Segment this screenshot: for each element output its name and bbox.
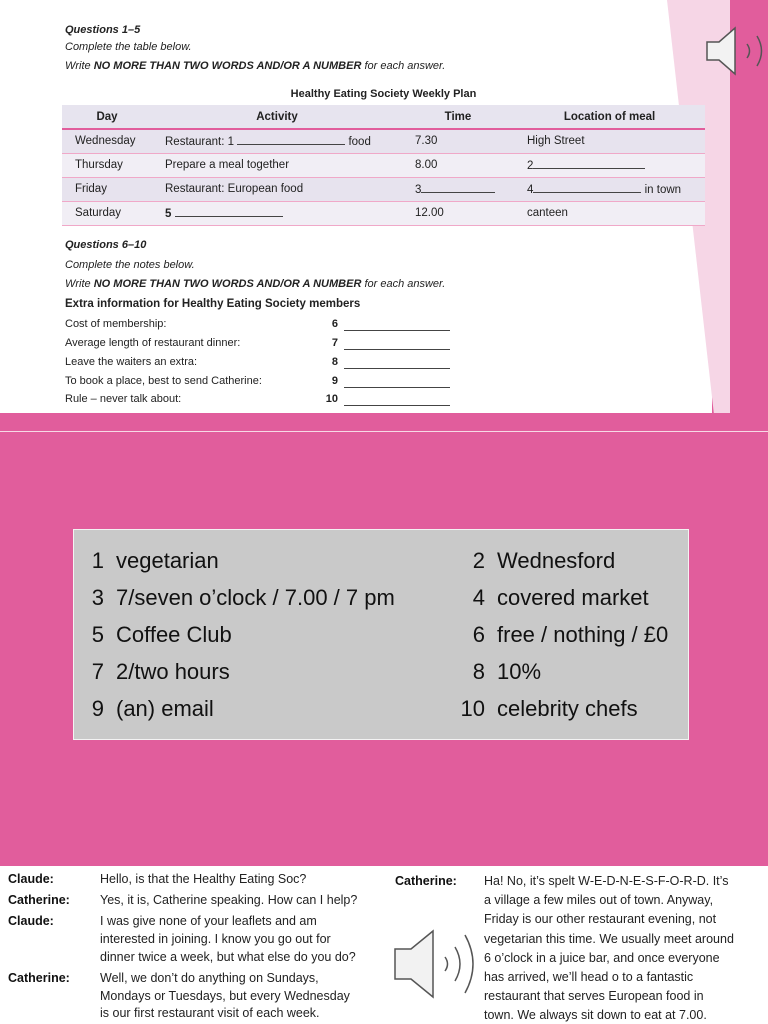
header-day: Day bbox=[62, 105, 152, 129]
answer-item: 3 7/seven o’clock / 7.00 / 7 pm bbox=[91, 585, 395, 610]
activity-cell: Restaurant: European food bbox=[152, 177, 402, 201]
transcript-line: Ha! No, it’s spelt W-E-D-N-E-S-F-O-R-D. It’s bbox=[484, 874, 729, 888]
answer-item: 6 free / nothing / £0 bbox=[472, 622, 669, 647]
questions-1-5-word-limit: Write NO MORE THAN TWO WORDS AND/OR A NUMBER for each answer. bbox=[65, 60, 446, 72]
answer-key-box bbox=[73, 529, 689, 740]
transcript-line: vegetarian this time. We usually meet around bbox=[484, 932, 734, 946]
note-number: 8 bbox=[331, 356, 338, 368]
activity-cell: Restaurant: 1 food bbox=[152, 129, 402, 153]
note-number: 7 bbox=[331, 337, 338, 349]
transcript-line: Hello, is that the Healthy Eating Soc? bbox=[100, 872, 307, 886]
note-number: 9 bbox=[331, 375, 338, 387]
questions-1-5-instruction: Complete the table below. bbox=[65, 41, 192, 53]
transcript-line: is our first restaurant visit of each week. bbox=[100, 1006, 320, 1020]
speaker-icon[interactable] bbox=[705, 24, 768, 78]
day-cell: Friday bbox=[62, 177, 152, 201]
transcript-line: has arrived, we’ll head o to a fantastic bbox=[484, 970, 694, 984]
transcript-line: town. We always sit down to eat at 7.00. bbox=[484, 1008, 707, 1022]
speaker-name: Catherine: bbox=[8, 971, 70, 985]
answer-blank-6 bbox=[344, 321, 450, 331]
day-cell: Thursday bbox=[62, 153, 152, 177]
note-label: Rule – never talk about: bbox=[65, 393, 182, 405]
table-row bbox=[62, 153, 705, 177]
activity-cell: 5 bbox=[152, 201, 402, 225]
worksheet-slide bbox=[0, 0, 768, 430]
table-row bbox=[62, 177, 705, 201]
header-activity: Activity bbox=[152, 105, 402, 129]
day-cell: Wednesday bbox=[62, 129, 152, 153]
speaker-name: Claude: bbox=[8, 872, 54, 886]
time-cell: 3 bbox=[402, 177, 514, 201]
answer-blank-5 bbox=[175, 207, 283, 217]
questions-6-10-instruction: Complete the notes below. bbox=[65, 259, 195, 271]
transcript-line: 6 o’clock in a juice bar, and once everyone bbox=[484, 951, 720, 965]
answer-item: 5 Coffee Club bbox=[91, 622, 232, 647]
questions-6-10-word-limit: Write NO MORE THAN TWO WORDS AND/OR A NUMBER for each answer. bbox=[65, 278, 446, 290]
location-cell: High Street bbox=[514, 129, 705, 153]
answer-item: 9 (an) email bbox=[91, 696, 214, 721]
transcript-line: dinner twice a week, but what else do you do? bbox=[100, 950, 356, 964]
time-cell: 7.30 bbox=[402, 129, 514, 153]
header-location: Location of meal bbox=[514, 105, 705, 129]
table-row bbox=[62, 129, 705, 153]
answer-item: 10 celebrity chefs bbox=[460, 696, 638, 721]
answer-blank-1 bbox=[237, 135, 345, 145]
answer-blank-4 bbox=[533, 183, 641, 193]
transcript-line: Mondays or Tuesdays, but every Wednesday bbox=[100, 989, 350, 1003]
note-label: Average length of restaurant dinner: bbox=[65, 337, 241, 349]
note-label: To book a place, best to send Catherine: bbox=[65, 375, 262, 387]
speaker-name: Claude: bbox=[8, 914, 54, 928]
answer-blank-10 bbox=[344, 396, 450, 406]
answer-item: 4 covered market bbox=[472, 585, 649, 610]
table-row bbox=[62, 201, 705, 225]
answer-blank-8 bbox=[344, 359, 450, 369]
location-cell: canteen bbox=[514, 201, 705, 225]
transcript-line: restaurant that serves European food in bbox=[484, 989, 704, 1003]
transcript-line: a village a few miles out of town. Anyway, bbox=[484, 893, 714, 907]
transcript-line: Yes, it is, Catherine speaking. How can I help? bbox=[100, 893, 358, 907]
notes-title: Extra information for Healthy Eating Society members bbox=[65, 298, 361, 310]
activity-cell: Prepare a meal together bbox=[152, 153, 402, 177]
answer-blank-3 bbox=[421, 183, 495, 193]
table-header-row bbox=[62, 105, 705, 129]
location-cell: 2 bbox=[514, 153, 705, 177]
time-cell: 12.00 bbox=[402, 201, 514, 225]
header-time: Time bbox=[402, 105, 514, 129]
note-number: 6 bbox=[331, 318, 338, 330]
day-cell: Saturday bbox=[62, 201, 152, 225]
note-number: 10 bbox=[325, 393, 338, 405]
table-title: Healthy Eating Society Weekly Plan bbox=[290, 88, 477, 100]
answer-blank-9 bbox=[344, 378, 450, 388]
transcript-line: Well, we don’t do anything on Sundays, bbox=[100, 971, 319, 985]
transcript-line: Friday is our other restaurant evening, not bbox=[484, 912, 717, 926]
speaker-name: Catherine: bbox=[395, 874, 457, 888]
answer-item: 8 10% bbox=[472, 659, 542, 684]
answer-blank-7 bbox=[344, 340, 450, 350]
transcript-line: interested in joining. I know you go out for bbox=[100, 932, 331, 946]
time-cell: 8.00 bbox=[402, 153, 514, 177]
note-label: Leave the waiters an extra: bbox=[65, 356, 198, 368]
questions-1-5-title: Questions 1–5 bbox=[65, 24, 141, 36]
speaker-name: Catherine: bbox=[8, 893, 70, 907]
answer-blank-2 bbox=[533, 159, 645, 169]
answer-item: 2 Wednesford bbox=[472, 548, 616, 573]
answer-item: 7 2/two hours bbox=[91, 659, 230, 684]
speaker-icon[interactable] bbox=[393, 923, 493, 1005]
questions-6-10-title: Questions 6–10 bbox=[65, 239, 147, 251]
location-cell: 4 in town bbox=[514, 177, 705, 201]
note-label: Cost of membership: bbox=[65, 318, 167, 330]
answer-item: 1 vegetarian bbox=[91, 548, 219, 573]
transcript-line: I was give none of your leaflets and am bbox=[100, 914, 317, 928]
weekly-plan-table bbox=[62, 105, 705, 226]
slide-divider bbox=[0, 431, 768, 432]
